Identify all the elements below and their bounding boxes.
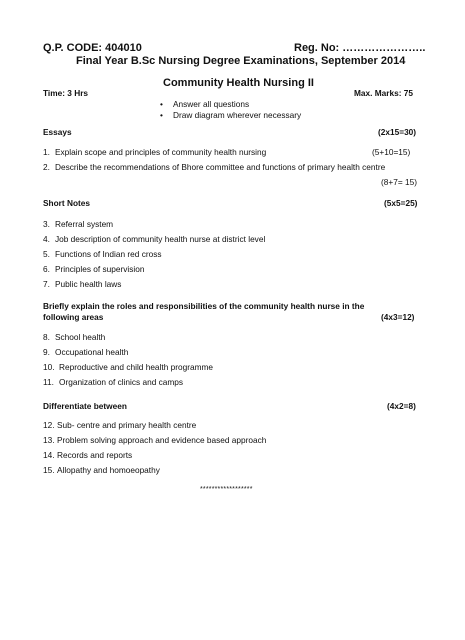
question-item: 9. Occupational health xyxy=(43,347,129,357)
differentiate-title: Differentiate between xyxy=(43,401,127,411)
question-item: 15. Allopathy and homoeopathy xyxy=(43,465,160,475)
bullet-icon: • xyxy=(160,110,163,120)
question-item: 8. School health xyxy=(43,332,106,342)
question-item: 6. Principles of supervision xyxy=(43,264,145,274)
question-marks: (5+10=15) xyxy=(372,147,411,157)
question-item: 2. Describe the recommendations of Bhore committee and functions of primary health centre xyxy=(43,162,386,172)
bullet-icon: • xyxy=(160,99,163,109)
question-item: 12. Sub- centre and primary health centre xyxy=(43,420,197,430)
differentiate-marks: (4x2=8) xyxy=(387,401,416,411)
question-item: 10. Reproductive and child health programme xyxy=(43,362,214,372)
question-item: 3. Referral system xyxy=(43,219,114,229)
short-notes-title: Short Notes xyxy=(43,198,91,208)
question-item: 13. Problem solving approach and evidence based approach xyxy=(43,435,267,445)
question-item: 5. Functions of Indian red cross xyxy=(43,249,162,259)
instruction-item: • Answer all questions xyxy=(160,99,250,109)
max-marks: Max. Marks: 75 xyxy=(354,88,414,98)
exam-title: Final Year B.Sc Nursing Degree Examinations, September 2014 xyxy=(76,55,406,67)
roles-marks: (4x3=12) xyxy=(381,312,415,322)
instruction-item: • Draw diagram wherever necessary xyxy=(160,110,302,120)
essays-title: Essays xyxy=(43,127,72,137)
subject-title: Community Health Nursing II xyxy=(163,77,314,89)
roles-title-line1: Briefly explain the roles and responsibilities of the community health nurse in the xyxy=(43,301,365,311)
question-item: 11. Organization of clinics and camps xyxy=(43,377,184,387)
question-item: 7. Public health laws xyxy=(43,279,122,289)
essays-marks: (2x15=30) xyxy=(378,127,417,137)
short-notes-marks: (5x5=25) xyxy=(384,198,418,208)
end-stars: ****************** xyxy=(200,486,253,493)
question-item: 4. Job description of community health nurse at district level xyxy=(43,234,266,244)
reg-no: Reg. No: ………………….. xyxy=(294,42,426,54)
question-item: 14. Records and reports xyxy=(43,450,133,460)
qp-code: Q.P. CODE: 404010 xyxy=(43,42,142,54)
question-marks: (8+7= 15) xyxy=(381,177,417,187)
roles-title-line2: following areas xyxy=(43,312,104,322)
time-label: Time: 3 Hrs xyxy=(43,88,89,98)
question-item: 1. Explain scope and principles of community health nursing xyxy=(43,147,267,157)
